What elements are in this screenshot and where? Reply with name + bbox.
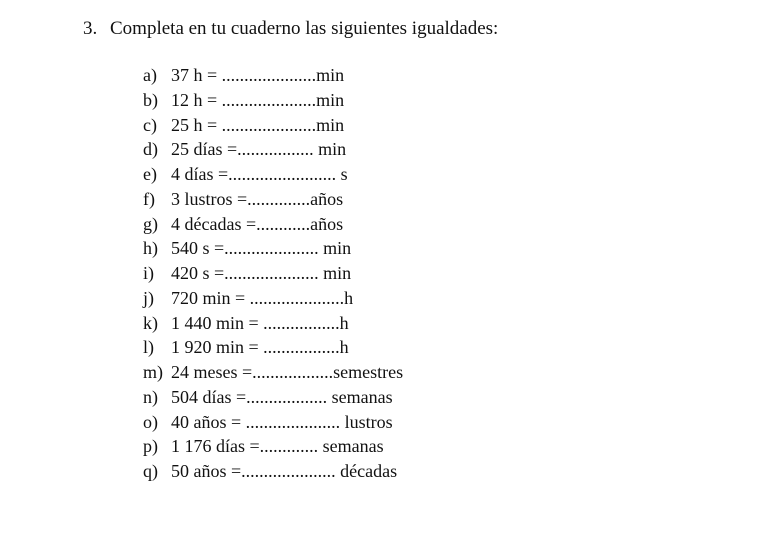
exercise-title: Completa en tu cuaderno las siguientes igualdades: <box>110 18 499 39</box>
exercise-item-p <box>143 434 403 459</box>
item-equality: 1 176 días =............. semanas <box>171 436 384 457</box>
item-equality: 504 días =.................. semanas <box>171 386 393 407</box>
item-equality: 50 años =..................... décadas <box>171 461 398 481</box>
item-label: c) <box>143 114 157 135</box>
item-label: e) <box>143 164 157 184</box>
exercise-item-d <box>143 137 403 162</box>
item-equality: 420 s =..................... min <box>171 263 352 283</box>
exercise-item-i <box>143 261 403 286</box>
item-equality: 4 décadas =............años <box>171 213 344 234</box>
exercise-item-j <box>143 286 403 311</box>
item-label: f) <box>143 188 155 209</box>
exercise-item-b <box>143 88 403 113</box>
exercise-item-c <box>143 113 403 138</box>
item-label: g) <box>143 213 158 234</box>
exercise-item-q <box>143 459 403 484</box>
exercise-item-l <box>143 335 403 360</box>
item-label: k) <box>143 312 158 333</box>
item-label: m) <box>143 362 163 382</box>
item-equality: 25 h = .....................min <box>171 114 345 135</box>
item-equality: 24 meses =..................semestres <box>171 362 404 382</box>
exercise-item-n <box>143 385 403 410</box>
item-label: l) <box>143 337 154 358</box>
exercise-item-m <box>143 360 403 385</box>
item-equality: 40 años = ..................... lustros <box>171 411 393 432</box>
exercise-item-a <box>143 63 403 88</box>
exercise-item-o <box>143 410 403 435</box>
exercise-item-g <box>143 212 403 237</box>
exercise-item-k <box>143 311 403 336</box>
exercise-item-e <box>143 162 403 187</box>
item-equality: 1 920 min = .................h <box>171 337 349 358</box>
item-equality: 3 lustros =..............años <box>171 188 344 209</box>
item-label: p) <box>143 436 158 457</box>
item-label: j) <box>143 287 154 308</box>
exercise-item-f <box>143 187 403 212</box>
item-label: d) <box>143 139 158 160</box>
exercise-number: 3. <box>83 18 98 39</box>
item-label: n) <box>143 386 158 407</box>
exercise-items-list <box>143 63 403 484</box>
item-label: i) <box>143 263 154 283</box>
exercise-item-h <box>143 236 403 261</box>
item-label: o) <box>143 411 158 432</box>
item-label: h) <box>143 238 158 259</box>
item-equality: 12 h = .....................min <box>171 89 345 110</box>
item-equality: 720 min = .....................h <box>171 287 354 308</box>
exercise-heading <box>83 17 498 41</box>
item-label: b) <box>143 89 158 110</box>
item-label: q) <box>143 461 158 481</box>
item-equality: 540 s =..................... min <box>171 238 352 259</box>
item-equality: 37 h = .....................min <box>171 65 345 85</box>
item-label: a) <box>143 65 157 85</box>
item-equality: 4 días =........................ s <box>171 164 348 184</box>
item-equality: 1 440 min = .................h <box>171 312 349 333</box>
item-equality: 25 días =................. min <box>171 139 347 160</box>
